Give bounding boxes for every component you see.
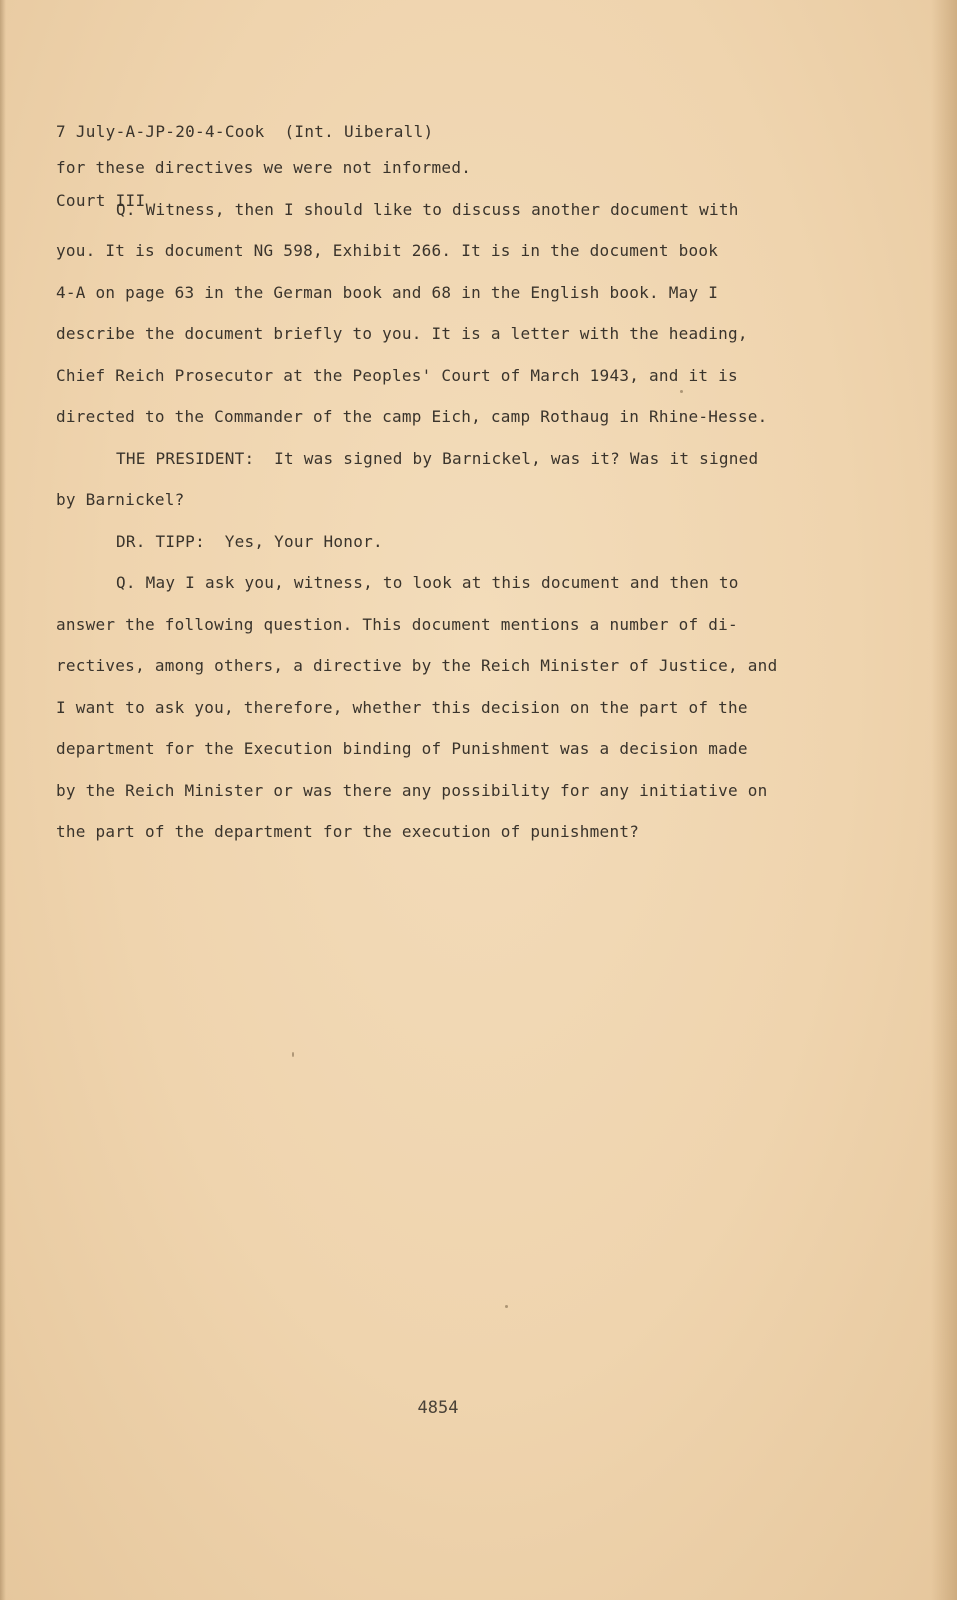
transcript-line: the part of the department for the execution of punishment?	[56, 822, 640, 841]
transcript-line: by Barnickel?	[56, 490, 185, 509]
transcript-line: you. It is document NG 598, Exhibit 266. It is in the document book	[56, 241, 719, 260]
paper-speck	[680, 390, 683, 393]
transcript-line: rectives, among others, a directive by the Reich Minister of Justice, and	[56, 656, 778, 675]
transcript-line: by the Reich Minister or was there any possibility for any initiative on	[56, 780, 768, 800]
transcript-line: describe the document briefly to you. It is a letter with the heading,	[56, 324, 748, 343]
transcript-line: Q. Witness, then I should like to discuss another document with	[116, 199, 739, 219]
transcript-line: 4-A on page 63 in the German book and 68 in the English book. May I	[56, 282, 719, 302]
transcript-line: Q. May I ask you, witness, to look at this document and then to	[116, 573, 739, 592]
transcript-body	[56, 156, 816, 862]
transcript-line: I want to ask you, therefore, whether this decision on the part of the	[56, 697, 748, 717]
header-court-line: Court III	[56, 191, 146, 210]
paper-speck	[505, 1305, 508, 1308]
page-number: 4854	[417, 1398, 459, 1418]
page-right-shadow	[931, 0, 957, 1600]
transcript-line: directed to the Commander of the camp Eich, camp Rothaug in Rhine-Hesse.	[56, 407, 768, 426]
header-reference-line: 7 July-A-JP-20-4-Cook (Int. Uiberall)	[56, 122, 434, 141]
transcript-line: for these directives we were not informed.	[56, 158, 472, 177]
transcript-line: THE PRESIDENT: It was signed by Barnickel, was it? Was it signed	[116, 448, 759, 468]
transcript-line: answer the following question. This document mentions a number of di-	[56, 614, 738, 634]
transcript-line: DR. TIPP: Yes, Your Honor.	[116, 531, 383, 551]
transcript-line: Chief Reich Prosecutor at the Peoples' Court of March 1943, and it is	[56, 365, 738, 385]
page-left-shadow	[0, 0, 6, 1600]
transcript-line: department for the Execution binding of Punishment was a decision made	[56, 739, 748, 758]
paper-speck	[292, 1052, 294, 1057]
